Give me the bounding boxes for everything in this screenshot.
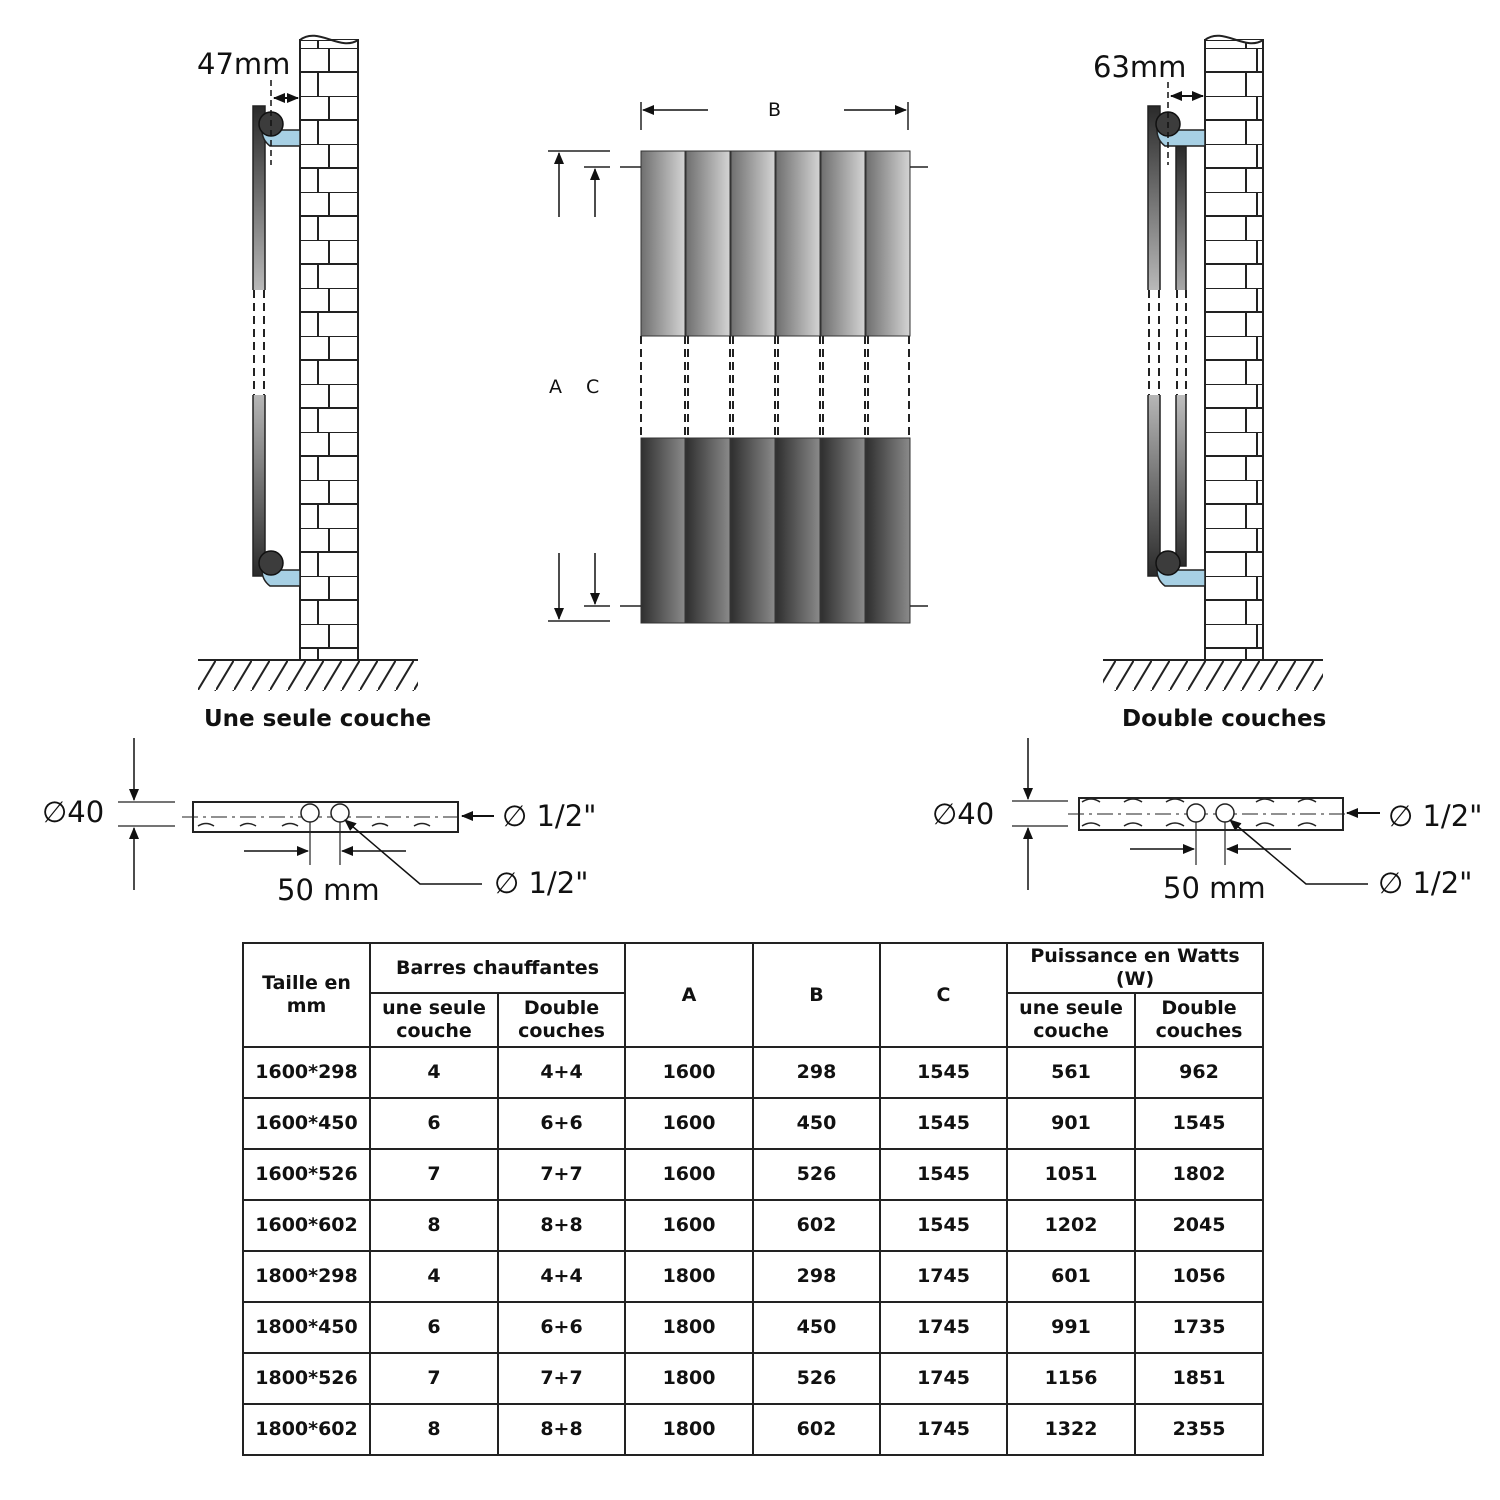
cell-size: 1800*602 [243, 1404, 370, 1455]
right-outlet-size-label: ∅ 1/2" [1378, 866, 1473, 900]
col-a-header: A [625, 943, 753, 1047]
brick-wall [300, 40, 358, 660]
power-header: Puissance en Watts (W) [1007, 943, 1263, 993]
cell-dim-b: 450 [753, 1302, 880, 1353]
brick-wall [1205, 40, 1263, 660]
cell-dim-b: 602 [753, 1200, 880, 1251]
right-inlet-size-label: ∅ 1/2" [1388, 799, 1483, 833]
cell-power-double: 1735 [1135, 1302, 1263, 1353]
cell-dim-c: 1745 [880, 1302, 1007, 1353]
bars-single-header: une seule couche [370, 993, 498, 1047]
single-layer-caption: Une seule couche [204, 706, 432, 732]
diameter-icon: ∅ [494, 866, 520, 900]
right-diameter-label: ∅40 [932, 797, 995, 831]
cell-power-double: 2045 [1135, 1200, 1263, 1251]
cell-bars-double: 6+6 [498, 1302, 625, 1353]
cell-bars-single: 4 [370, 1251, 498, 1302]
cell-power-single: 1322 [1007, 1404, 1135, 1455]
single-layer-side-view [198, 36, 418, 691]
cell-dim-c: 1745 [880, 1404, 1007, 1455]
cell-dim-a: 1800 [625, 1404, 753, 1455]
cell-size: 1600*450 [243, 1098, 370, 1149]
left-diameter-label: ∅40 [42, 795, 105, 829]
cell-size: 1800*450 [243, 1302, 370, 1353]
cell-bars-single: 4 [370, 1047, 498, 1098]
cell-bars-single: 7 [370, 1353, 498, 1404]
bottom-pipe [1156, 551, 1180, 575]
col-b-header: B [753, 943, 880, 1047]
single-layer-top-view [118, 738, 494, 890]
bottom-panels [641, 438, 910, 623]
front-view [548, 102, 928, 623]
cell-dim-a: 1600 [625, 1098, 753, 1149]
cell-dim-b: 602 [753, 1404, 880, 1455]
cell-size: 1800*526 [243, 1353, 370, 1404]
dim-b-label: B [768, 99, 782, 121]
floor-hatch [198, 661, 418, 691]
left-offset-label: 47mm [197, 47, 291, 81]
double-layer-top-view [1012, 738, 1380, 890]
cell-power-single: 991 [1007, 1302, 1135, 1353]
cell-power-single: 561 [1007, 1047, 1135, 1098]
left-pipe-spacing-label: 50 mm [277, 873, 380, 907]
cell-power-double: 1802 [1135, 1149, 1263, 1200]
cell-bars-single: 8 [370, 1404, 498, 1455]
table-row [243, 1404, 1263, 1455]
cell-power-double: 1056 [1135, 1251, 1263, 1302]
cell-dim-b: 526 [753, 1149, 880, 1200]
cell-dim-b: 450 [753, 1098, 880, 1149]
cell-bars-double: 8+8 [498, 1200, 625, 1251]
power-single-header: une seule couche [1007, 993, 1135, 1047]
cell-power-single: 1202 [1007, 1200, 1135, 1251]
diameter-icon: ∅ [1388, 799, 1414, 833]
cell-dim-a: 1800 [625, 1302, 753, 1353]
cell-dim-a: 1600 [625, 1149, 753, 1200]
cell-bars-double: 4+4 [498, 1047, 625, 1098]
cell-bars-single: 7 [370, 1149, 498, 1200]
table-row [243, 1149, 1263, 1200]
break-dashes [641, 336, 909, 438]
size-header: Taille en mm [243, 943, 370, 1047]
spec-table [242, 942, 1264, 1456]
cell-bars-double: 8+8 [498, 1404, 625, 1455]
cell-power-double: 2355 [1135, 1404, 1263, 1455]
cell-dim-a: 1600 [625, 1200, 753, 1251]
table-row [243, 1047, 1263, 1098]
cell-bars-single: 6 [370, 1098, 498, 1149]
cell-power-double: 1545 [1135, 1098, 1263, 1149]
cell-power-single: 1156 [1007, 1353, 1135, 1404]
cell-bars-double: 7+7 [498, 1149, 625, 1200]
cell-dim-b: 298 [753, 1251, 880, 1302]
diameter-icon: ∅ [42, 795, 68, 829]
cell-dim-a: 1800 [625, 1353, 753, 1404]
cell-bars-double: 6+6 [498, 1098, 625, 1149]
cell-size: 1600*298 [243, 1047, 370, 1098]
cell-dim-c: 1545 [880, 1200, 1007, 1251]
bars-double-header: Double couches [498, 993, 625, 1047]
table-row [243, 1200, 1263, 1251]
diameter-icon: ∅ [502, 799, 528, 833]
floor-hatch [1103, 661, 1323, 691]
cell-dim-c: 1545 [880, 1047, 1007, 1098]
cell-bars-double: 4+4 [498, 1251, 625, 1302]
cell-dim-a: 1800 [625, 1251, 753, 1302]
top-panels [641, 151, 910, 336]
cell-size: 1600*526 [243, 1149, 370, 1200]
cell-dim-c: 1745 [880, 1353, 1007, 1404]
cell-dim-c: 1545 [880, 1149, 1007, 1200]
bottom-pipe [259, 551, 283, 575]
cell-power-single: 901 [1007, 1098, 1135, 1149]
cell-power-single: 601 [1007, 1251, 1135, 1302]
col-c-header: C [880, 943, 1007, 1047]
diameter-icon: ∅ [1378, 866, 1404, 900]
cell-dim-c: 1545 [880, 1098, 1007, 1149]
diameter-icon: ∅ [932, 797, 958, 831]
cell-dim-b: 298 [753, 1047, 880, 1098]
table-row [243, 1302, 1263, 1353]
cell-bars-single: 6 [370, 1302, 498, 1353]
cell-size: 1600*602 [243, 1200, 370, 1251]
table-row [243, 1353, 1263, 1404]
cell-bars-single: 8 [370, 1200, 498, 1251]
dim-c-label: C [586, 376, 600, 398]
cell-power-single: 1051 [1007, 1149, 1135, 1200]
double-layer-side-view [1103, 36, 1323, 691]
cell-power-double: 1851 [1135, 1353, 1263, 1404]
cell-dim-b: 526 [753, 1353, 880, 1404]
cell-dim-a: 1600 [625, 1047, 753, 1098]
power-double-header: Double couches [1135, 993, 1263, 1047]
right-pipe-spacing-label: 50 mm [1163, 871, 1266, 905]
spec-table-body [243, 1047, 1263, 1455]
left-inlet-size-label: ∅ 1/2" [502, 799, 597, 833]
cell-power-double: 962 [1135, 1047, 1263, 1098]
right-offset-label: 63mm [1093, 50, 1187, 84]
table-row [243, 1251, 1263, 1302]
cell-dim-c: 1745 [880, 1251, 1007, 1302]
table-row [243, 1098, 1263, 1149]
left-outlet-size-label: ∅ 1/2" [494, 866, 589, 900]
cell-bars-double: 7+7 [498, 1353, 625, 1404]
double-layer-caption: Double couches [1122, 706, 1327, 732]
dim-a-label: A [549, 376, 562, 398]
bars-header: Barres chauffantes [370, 943, 625, 993]
cell-size: 1800*298 [243, 1251, 370, 1302]
